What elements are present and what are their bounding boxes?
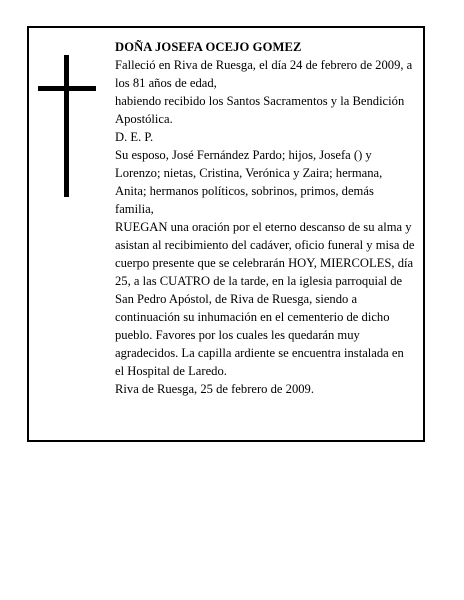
deceased-name: DOÑA JOSEFA OCEJO GOMEZ bbox=[115, 40, 302, 54]
cross-icon bbox=[38, 55, 96, 197]
dep-text: D. E. P. bbox=[115, 130, 154, 144]
cross-vertical-bar bbox=[64, 55, 69, 197]
family-list: Su esposo, José Fernández Pardo; hijos, Josefa () y Lorenzo; nietas, Cristina, Verónica y Zaira; hermana, Anita; hermanos políticos, sobrinos, primos, demás familia, bbox=[115, 148, 383, 216]
request-text: RUEGAN una oración por el eterno descanso de su alma y asistan al recibimiento del cadáver, oficio funeral y misa de cuerpo presente que se celebrarán HOY, MIERCOLES, día 25, a las CUATRO de la tarde, en la iglesia parroquial de San Pedro Apóstol, de Riva de Ruesga, siendo a continuación su inhumación en el cementerio de dicho pueblo. Favores por los cuales les quedarán muy agradecidos. La capilla ardiente se encuentra instalada en el Hospital de Laredo. bbox=[115, 220, 415, 378]
death-notice: Falleció en Riva de Ruesga, el día 24 de febrero de 2009, a los 81 años de edad, bbox=[115, 58, 413, 90]
sacraments-text: habiendo recibido los Santos Sacramentos y la Bendición Apostólica. bbox=[115, 94, 405, 126]
obituary-text bbox=[115, 38, 415, 398]
cross-horizontal-bar bbox=[38, 86, 96, 91]
place-date: Riva de Ruesga, 25 de febrero de 2009. bbox=[115, 382, 314, 396]
